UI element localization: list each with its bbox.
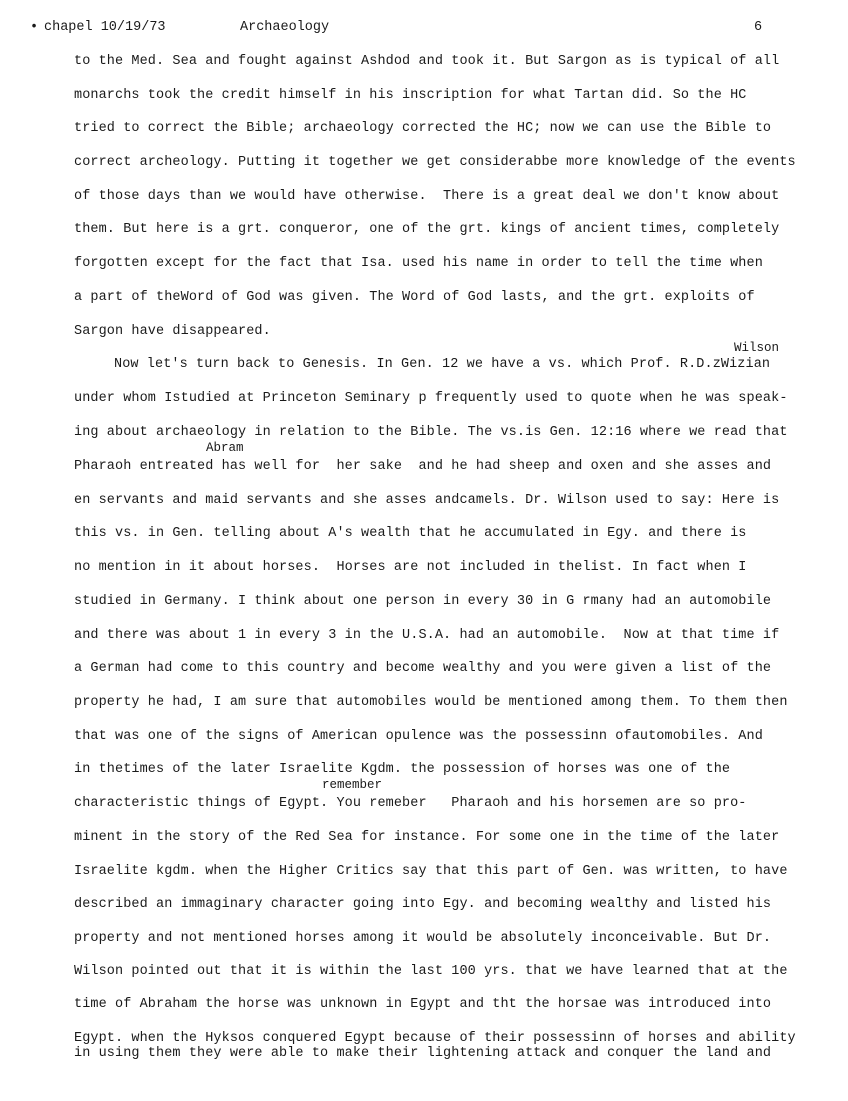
text-line: monarchs took the credit himself in his inscription for what Tartan did. So the HC (74, 88, 747, 103)
text-line: ing about archaeology in relation to the Bible. The vs.is Gen. 12:16 where we read that (74, 425, 788, 440)
text-line: minent in the story of the Red Sea for instance. For some one in the time of the later (74, 830, 780, 845)
text-line: and there was about 1 in every 3 in the U.S.A. had an automobile. Now at that time if (74, 628, 780, 643)
text-line: this vs. in Gen. telling about A's wealth that he accumulated in Egy. and there is (74, 526, 747, 541)
text-line: no mention in it about horses. Horses are not included in thelist. In fact when I (74, 560, 747, 575)
text-line: tried to correct the Bible; archaeology corrected the HC; now we can use the Bible to (74, 121, 772, 136)
text-line: under whom Istudied at Princeton Seminary p frequently used to quote when he was speak- (74, 391, 788, 406)
text-line: characteristic things of Egypt. You remeber Pharaoh and his horsemen are so pro- (74, 796, 747, 811)
text-line: described an immaginary character going into Egy. and becoming wealthy and listed his (74, 897, 772, 912)
text-line: Pharaoh entreated has well for her sake and he had sheep and oxen and she asses and (74, 459, 772, 474)
text-line: a part of theWord of God was given. The Word of God lasts, and the grt. exploits of (74, 290, 755, 305)
page-number: 6 (754, 20, 763, 35)
text-line: Wilson pointed out that it is within the last 100 yrs. that we have learned that at the (74, 964, 788, 979)
text-line: Egypt. when the Hyksos conquered Egypt because of their possessinn of horses and ability (74, 1031, 796, 1046)
insertion-remember: remember (322, 778, 383, 792)
text-line: time of Abraham the horse was unknown in Egypt and tht the horsae was introduced into (74, 997, 772, 1012)
text-line: Sargon have disappeared. (74, 324, 271, 339)
text-line: Israelite kgdm. when the Higher Critics say that this part of Gen. was written, to have (74, 864, 788, 879)
text-line: property he had, I am sure that automobiles would be mentioned among them. To them then (74, 695, 788, 710)
margin-mark: • (30, 20, 39, 35)
text-line: forgotten except for the fact that Isa. used his name in order to tell the time when (74, 256, 763, 271)
text-line: to the Med. Sea and fought against Ashdod and took it. But Sargon as is typical of all (74, 54, 780, 69)
text-line: of those days than we would have otherwise. There is a great deal we don't know about (74, 189, 780, 204)
text-line: that was one of the signs of American opulence was the possessinn ofautomobiles. And (74, 729, 763, 744)
text-line: correct archeology. Putting it together we get considerabbe more knowledge of the events (74, 155, 796, 170)
text-line: en servants and maid servants and she asses andcamels. Dr. Wilson used to say: Here is (74, 493, 780, 508)
insertion-abram: Abram (206, 441, 244, 455)
text-line: property and not mentioned horses among it would be absolutely inconceivable. But Dr. (74, 931, 772, 946)
text-line: a German had come to this country and become wealthy and you were given a list of the (74, 661, 772, 676)
header-title: chapel 10/19/73 (44, 20, 166, 35)
text-line: Now let's turn back to Genesis. In Gen. 12 we have a vs. which Prof. R.D.zWizian (114, 357, 771, 372)
text-line: in thetimes of the later Israelite Kgdm. the possession of horses was one of the (74, 762, 731, 777)
text-line: in using them they were able to make their lightening attack and conquer the land and (74, 1046, 772, 1061)
text-line: them. But here is a grt. conqueror, one of the grt. kings of ancient times, completely (74, 222, 780, 237)
text-line: studied in Germany. I think about one person in every 30 in G rmany had an automobile (74, 594, 772, 609)
header-subject: Archaeology (240, 20, 330, 35)
insertion-wilson: Wilson (734, 341, 780, 355)
